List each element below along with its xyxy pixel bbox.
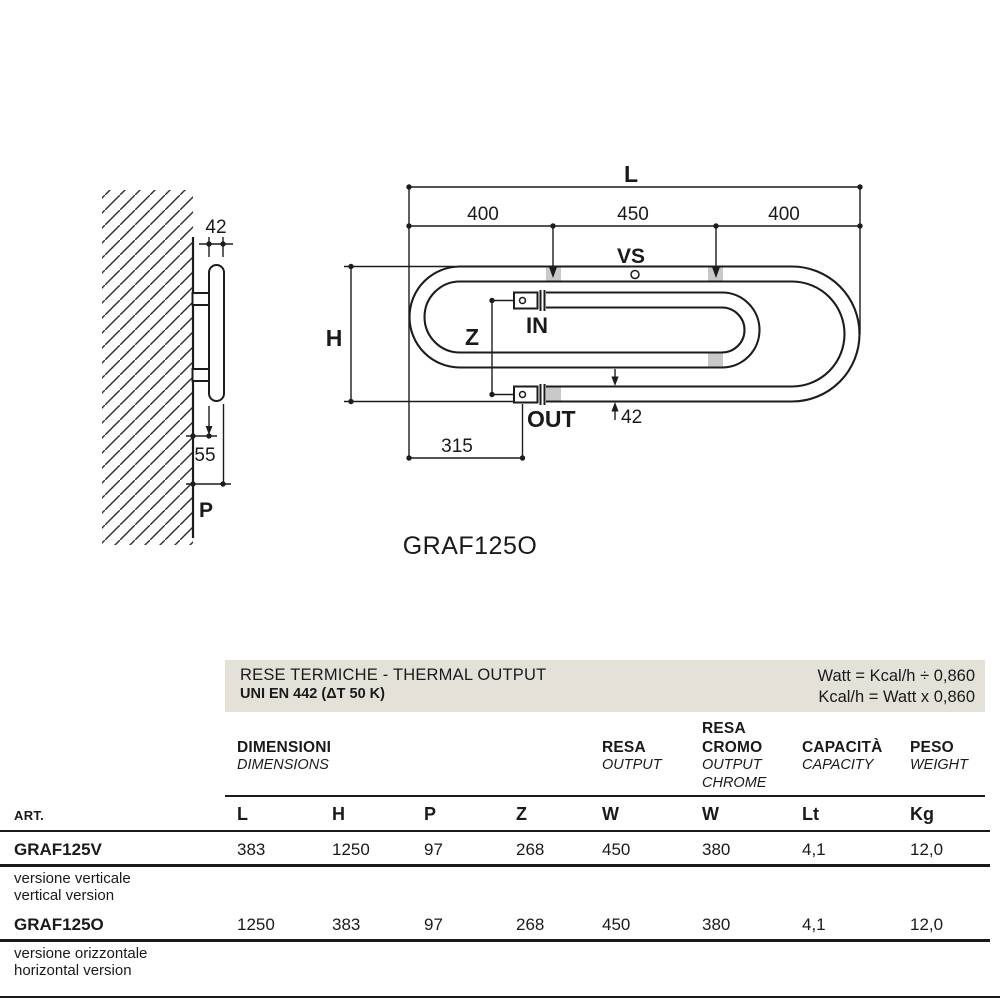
row1-lt: 4,1 — [802, 840, 826, 859]
group-dimensions-en: DIMENSIONS — [237, 757, 329, 773]
rule-under-row2 — [0, 939, 990, 942]
group-capacity-en: CAPACITY — [802, 757, 874, 773]
side-bracket-top — [193, 293, 210, 305]
unit-z: Z — [516, 804, 527, 824]
side-view — [102, 190, 233, 545]
side-dim-42-label: 42 — [205, 217, 227, 238]
row2-p: 97 — [424, 915, 443, 934]
length-l-label: L — [623, 161, 639, 187]
row1-h: 1250 — [332, 840, 370, 859]
row2-w-chrome: 380 — [702, 915, 731, 934]
depth-p-label: P — [198, 499, 214, 522]
row2-lt: 4,1 — [802, 915, 826, 934]
art-column-label: ART. — [14, 808, 45, 823]
out-label: OUT — [527, 406, 576, 432]
bottom-rule — [0, 996, 1000, 998]
unit-w-chrome: W — [702, 804, 719, 824]
dim-42-tube-label: 42 — [621, 407, 643, 428]
row2-note — [14, 946, 147, 979]
vs-vent-hole — [631, 271, 639, 279]
unit-h: H — [332, 804, 345, 824]
row2-note-it: versione orizzontale — [14, 945, 148, 962]
row2-kg: 12,0 — [910, 915, 944, 934]
side-dim-55-label: 55 — [194, 445, 216, 466]
row2-h: 383 — [332, 915, 361, 934]
height-h-label: H — [325, 325, 343, 351]
unit-p: P — [424, 804, 437, 824]
model-caption: GRAF125O — [402, 532, 538, 560]
group-peso: PESO — [910, 739, 954, 756]
unit-lt: Lt — [802, 804, 819, 824]
band-subtitle: UNI EN 442 (ΔT 50 K) — [240, 686, 385, 702]
row2-z: 268 — [516, 915, 545, 934]
radiator-profile — [209, 265, 224, 401]
row1-z: 268 — [516, 840, 545, 859]
group-output-en: OUTPUT — [602, 757, 662, 773]
in-label: IN — [526, 313, 548, 338]
dim-450-label: 450 — [617, 204, 649, 225]
thermal-output-band — [225, 660, 985, 712]
unit-kg: Kg — [910, 804, 934, 824]
rule-under-groups — [225, 795, 985, 797]
wall-hatching — [102, 190, 193, 545]
group-output-chrome-en1: OUTPUT — [702, 757, 762, 773]
row1-note-en: vertical version — [14, 886, 115, 904]
group-output-chrome-en2: CHROME — [702, 775, 767, 791]
unit-l: L — [237, 804, 248, 824]
unit-w-output: W — [602, 804, 619, 824]
row1-w-chrome: 380 — [702, 840, 731, 859]
row2-l: 1250 — [237, 915, 275, 934]
group-dimensioni: DIMENSIONI — [237, 739, 332, 756]
in-fitting — [514, 290, 545, 311]
tube-inner-wall — [425, 282, 845, 387]
rule-under-row1 — [0, 864, 990, 867]
band-title: RESE TERMICHE - THERMAL OUTPUT — [240, 666, 547, 684]
out-fitting — [514, 384, 545, 405]
z-label: Z — [464, 324, 480, 350]
dim-400-left-label: 400 — [467, 204, 499, 225]
formula-watt: Watt = Kcal/h ÷ 0,860 — [817, 667, 975, 685]
dim-315-label: 315 — [441, 436, 473, 457]
dim-400-right-label: 400 — [768, 204, 800, 225]
row2-w: 450 — [602, 915, 631, 934]
bracket-tabs — [546, 268, 723, 401]
row2-note-en: horizontal version — [14, 961, 132, 979]
side-bracket-bottom — [193, 369, 210, 381]
row1-note — [14, 871, 131, 904]
row1-kg: 12,0 — [910, 840, 944, 859]
group-weight-en: WEIGHT — [910, 757, 968, 773]
formula-kcal: Kcal/h = Watt x 0,860 — [818, 688, 975, 706]
row1-note-it: versione verticale — [14, 870, 131, 887]
front-view — [344, 184, 863, 460]
group-capacita: CAPACITÀ — [802, 739, 883, 756]
row1-w: 450 — [602, 840, 631, 859]
row1-p: 97 — [424, 840, 443, 859]
vs-vent-label: VS — [616, 245, 646, 268]
row2-name: GRAF125O — [14, 915, 104, 934]
group-resa-cromo-line2: CROMO — [702, 739, 763, 756]
row1-name: GRAF125V — [14, 840, 102, 859]
group-resa-cromo-line1: RESA — [702, 720, 746, 737]
group-resa: RESA — [602, 739, 646, 756]
rule-under-units — [0, 830, 990, 832]
conversion-formulas — [818, 666, 975, 708]
row1-l: 383 — [237, 840, 266, 859]
